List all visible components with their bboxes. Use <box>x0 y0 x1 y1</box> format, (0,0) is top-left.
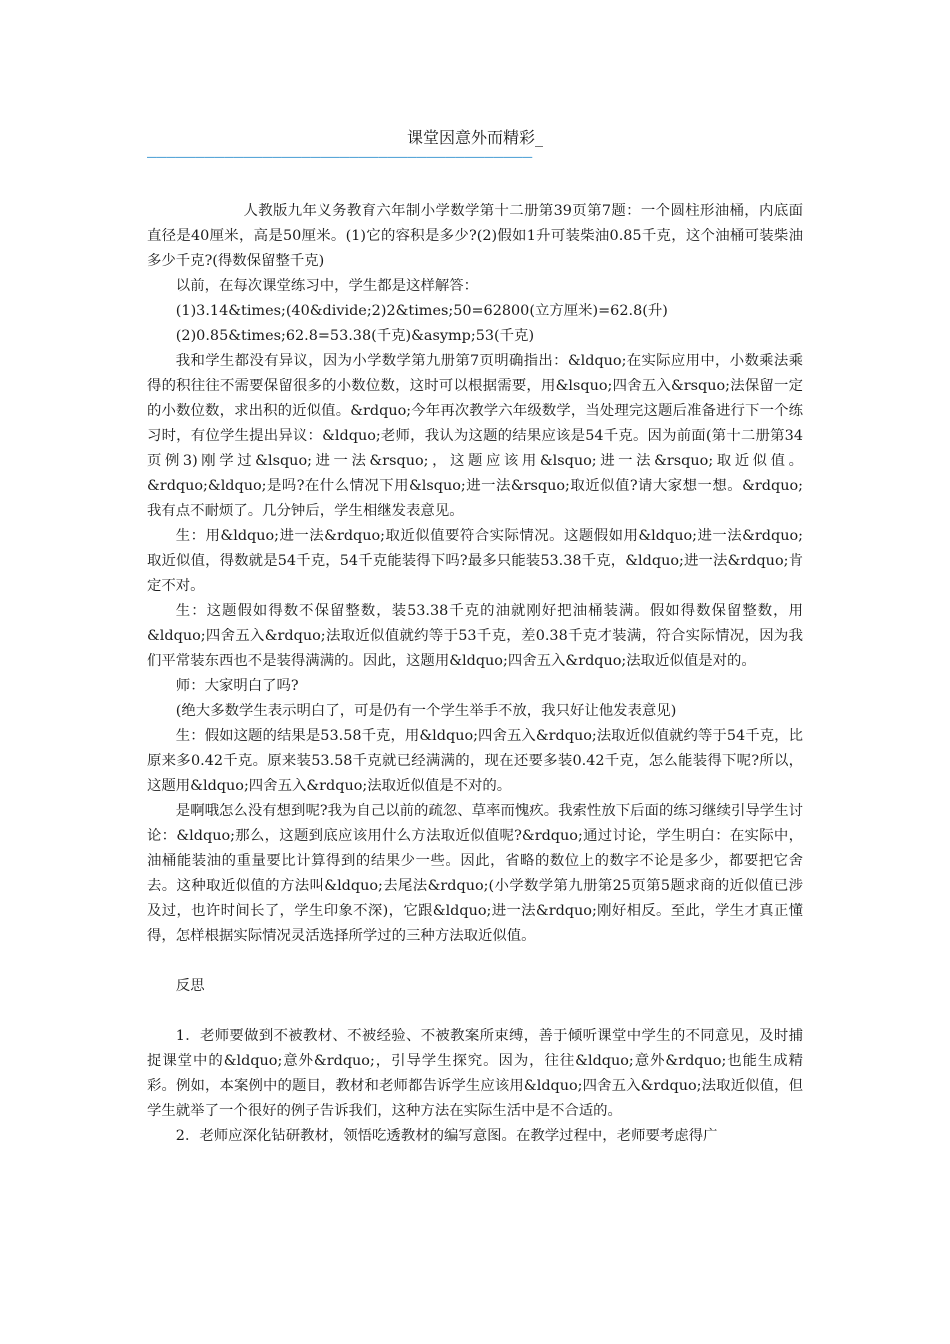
paragraph: 我和学生都没有异议，因为小学数学第九册第7页明确指出：&ldquo;在实际应用中，小数乘法乘得的积往往不需要保留很多的小数位数，这时可以根据需要，用&lsquo;四舍五入&rsquo;法保留一定的小数位数，求出积的近似值。&rdquo;今年再次教学六年级数学，当处理完这题后准备进行下一个练习时，有位学生提出异议：&ldquo;老师，我认为这题的结果应该是54千克。因为前面(第十二册第34页例3)刚学过&lsquo;进一法&rsquo;，这题应该用&lsquo;进一法&rsquo;取近似值。&rdquo;&ldquo;是吗?在什么情况下用&lsquo;进一法&rsquo;取近似值?请大家想一想。&rdquo;我有点不耐烦了。几分钟后，学生相继发表意见。 <box>147 353 803 519</box>
paragraph: 人教版九年义务教育六年制小学数学第十二册第39页第7题：一个圆柱形油桶，内底面直径是40厘米，高是50厘米。(1)它的容积是多少?(2)假如1升可装柴油0.85千克，这个油桶可装柴油多少千克?(得数保留整千克) <box>147 203 803 269</box>
reflection-item: 1．老师要做到不被教材、不被经验、不被教案所束缚，善于倾听课堂中学生的不同意见，及时捕捉课堂中的&ldquo;意外&rdquo;，引导学生探究。因为，往往&ldquo;意外&rdquo;也能生成精彩。例如，本案例中的题目，教材和老师都告诉学生应该用&ldquo;四舍五入&rdquo;法取近似值，但学生就举了一个很好的例子告诉我们，这种方法在实际生活中是不合适的。 <box>147 1028 803 1119</box>
document-body <box>147 199 803 1149</box>
paragraph: 生：这题假如得数不保留整数，装53.38千克的油就刚好把油桶装满。假如得数保留整数，用&ldquo;四舍五入&rdquo;法取近似值就约等于53千克，差0.38千克才装满，符合实际情况，因为我们平常装东西也不是装得满满的。因此，这题用&ldquo;四舍五入&rdquo;法取近似值是对的。 <box>147 603 803 669</box>
paragraph: (1)3.14&times;(40&divide;2)2&times;50=62800(立方厘米)=62.8(升) <box>175 303 668 319</box>
paragraph: 生：用&ldquo;进一法&rdquo;取近似值要符合实际情况。这题假如用&ldquo;进一法&rdquo;取近似值，得数就是54千克，54千克能装得下吗?最多只能装53.38千克，&ldquo;进一法&rdquo;肯定不对。 <box>147 528 803 594</box>
paragraph: (绝大多数学生表示明白了，可是仍有一个学生举手不放，我只好让他发表意见) <box>175 703 677 719</box>
reflection-heading: 反思 <box>175 978 205 994</box>
reflection-item: 2．老师应深化钻研教材，领悟吃透教材的编写意图。在教学过程中，老师要考虑得广 <box>175 1128 718 1144</box>
paragraph: (2)0.85&times;62.8=53.38(千克)&asymp;53(千克) <box>175 328 535 344</box>
document-title: 课堂因意外而精彩_ <box>406 128 543 147</box>
paragraph: 以前，在每次课堂练习中，学生都是这样解答： <box>175 278 479 294</box>
paragraph: 是啊哦怎么没有想到呢?我为自己以前的疏忽、草率而愧疚。我索性放下后面的练习继续引导学生讨论：&ldquo;那么，这题到底应该用什么方法取近似值呢?&rdquo;通过讨论，学生明白：在实际中，油桶能装油的重量要比计算得到的结果少一些。因此，省略的数位上的数字不论是多少，都要把它舍去。这种取近似值的方法叫&ldquo;去尾法&rdquo;(小学数学第九册第25页第5题求商的近似值已涉及过，也许时间长了，学生印象不深)，它跟&ldquo;进一法&rdquo;刚好相反。至此，学生才真正懂得，怎样根据实际情况灵活选择所学过的三种方法取近似值。 <box>147 803 803 944</box>
title-divider: ———————————————————————————————————————— <box>147 147 533 166</box>
paragraph: 生：假如这题的结果是53.58千克，用&ldquo;四舍五入&rdquo;法取近似值就约等于54千克，比原来多0.42千克。原来装53.58千克就已经满满的，现在还要多装0.42千克，怎么能装得下呢?所以，这题用&ldquo;四舍五入&rdquo;法取近似值是不对的。 <box>147 728 803 794</box>
paragraph: 师：大家明白了吗? <box>175 678 299 694</box>
